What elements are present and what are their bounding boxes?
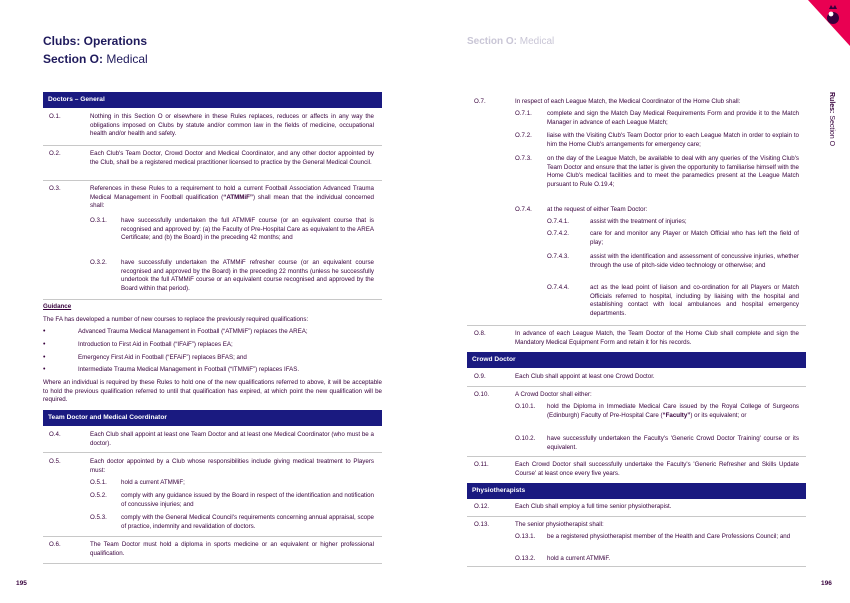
rule-number: O.7.4.2. [547, 230, 570, 237]
side-tab-rest: Section O [828, 113, 835, 147]
rule-text: comply with the General Medical Council's requirements concerning annual appraisal, scope of practice, indemnity and revalidation of doctors. [121, 514, 374, 530]
rule-text-part: ) shall mean that the individual concerned shall: [90, 193, 374, 210]
rule-text: have successfully undertaken the full ATMMiF course (or an equivalent course that is recognised and approved by: (a) the Faculty of Pre-Hospital Care as equivalent to the AREA Certificate; and (b) the Board) in the preceding 42 months; and [121, 217, 374, 242]
bullet-icon: • [43, 328, 46, 335]
guidance-bullet: Intermediate Trauma Medical Management in Football (“ITMMiF”) replaces IFAS. [78, 366, 300, 373]
rule-text: care for and monitor any Player or Match Official who has left the field of play; [590, 230, 799, 246]
rule-text: The senior physiotherapist shall: [515, 521, 604, 528]
rule-text: The Team Doctor must hold a diploma in sports medicine or an equivalent or higher professional qualification. [90, 541, 374, 557]
divider [467, 386, 806, 387]
divider [43, 563, 382, 564]
rule-number: O.5.2. [90, 492, 107, 499]
divider [467, 516, 806, 517]
section-title [43, 52, 148, 66]
bullet-icon: • [43, 341, 46, 348]
bullet-icon: • [43, 354, 46, 361]
divider [467, 325, 806, 326]
rule-text: assist with the identification and assessment of concussive injuries, whether through the use of pitch-side video technology or otherwise; and [590, 253, 799, 269]
rule-text: Each Club shall employ a full time senior physiotherapist. [515, 503, 672, 510]
ghost-title-bold: Section O: [467, 36, 518, 47]
rule-text: at the request of either Team Doctor: [547, 206, 648, 213]
rule-text: be a registered physiotherapist member of the Health and Care Professions Council; and [547, 533, 791, 540]
section-title-rest: Medical [103, 52, 148, 66]
premier-league-logo [800, 0, 850, 46]
rule-number: O.5.1. [90, 479, 107, 486]
rule-text: In respect of each League Match, the Medical Coordinator of the Home Club shall: [515, 98, 741, 105]
rule-number: O.10.1. [515, 403, 536, 410]
rule-number: O.4. [49, 431, 61, 438]
divider [467, 566, 806, 567]
rule-number: O.7. [474, 98, 486, 105]
rule-number: O.7.4.4. [547, 284, 570, 291]
divider [43, 452, 382, 453]
rule-number: O.9. [474, 373, 486, 380]
rule-text: complete and sign the Match Day Medical Requirements Form and provide it to the Match Manager in advance of each League Match; [547, 110, 799, 126]
rule-text: A Crowd Doctor shall either: [515, 391, 592, 398]
page-number-left: 195 [16, 580, 27, 587]
rule-text-part: References in these Rules to a requirement to hold a current Football Association Advanced Trauma Medical Management in Football qualification ( [90, 185, 374, 201]
rule-number: O.3. [49, 185, 61, 192]
defined-term: “ATMMiF” [223, 193, 254, 201]
rule-text: act as the lead point of liaison and co-ordination for all Players or Match Officials referred to hospital, including by liaising with the hospital and establishing contact with local ambulances and hospital emergency departments. [590, 284, 799, 317]
guidance-bullet: Introduction to First Aid in Football (“IFAiF”) replaces EA; [78, 341, 233, 348]
divider [43, 536, 382, 537]
divider [467, 456, 806, 457]
rule-number: O.10. [474, 391, 490, 398]
rule-number: O.7.4.3. [547, 253, 570, 260]
guidance-heading: Guidance [43, 303, 72, 310]
defined-term: “Faculty” [662, 411, 691, 419]
guidance-bullet: Emergency First Aid in Football (“EFAiF”) replaces BFAS; and [78, 354, 247, 361]
rule-text: Each Club shall appoint at least one Team Doctor and at least one Medical Coordinator (who must be a doctor). [90, 431, 374, 447]
rule-number: O.7.4. [515, 206, 532, 213]
rule-number: O.13.2. [515, 555, 536, 562]
rule-number: O.7.3. [515, 155, 532, 162]
rule-number: O.3.2. [90, 259, 107, 266]
rule-number: O.12. [474, 503, 490, 510]
bar-crowd-doctor: Crowd Doctor [467, 352, 806, 368]
rule-text: on the day of the League Match, be available to deal with any queries of the Visiting Club's Team Doctor and ensure that the latter is given the opportunity to familiarise himself with the Home Club's medical facilities and to meet the paramedics present at the League Match pursuant to Rule O.19.4; [547, 155, 799, 188]
rule-text: assist with the treatment of injuries; [590, 218, 687, 225]
rule-text: have successfully undertaken the Faculty's 'Generic Crowd Doctor Training' course or its equivalent. [547, 435, 799, 451]
rule-number: O.5. [49, 458, 61, 465]
rule-text-part: ) or its equivalent; or [690, 411, 747, 419]
rule-text [547, 403, 799, 420]
document-title: Clubs: Operations [43, 34, 148, 48]
rule-text: Each Crowd Doctor shall successfully undertake the Faculty's 'Generic Refresher and Skills Update Course' at least once every five years. [515, 461, 799, 477]
rule-number: O.3.1. [90, 217, 107, 224]
rule-text: hold a current ATMMiF; [121, 479, 185, 486]
page-number-right: 196 [821, 580, 832, 587]
rule-text: liaise with the Visiting Club's Team Doctor prior to each League Match in order to explain to him the Home Club's arrangements for emergency care; [547, 132, 799, 148]
section-title-bold: Section O: [43, 52, 104, 66]
rule-number: O.7.2. [515, 132, 532, 139]
side-tab-bold: Rules: [828, 92, 835, 114]
rule-text: comply with any guidance issued by the Board in respect of the identification and notification of concussive injuries; and [121, 492, 374, 508]
divider [43, 299, 382, 300]
rule-number: O.7.4.1. [547, 218, 570, 225]
rule-number: O.13.1. [515, 533, 536, 540]
rule-number: O.11. [474, 461, 489, 468]
ghost-section-title [467, 36, 554, 47]
bar-physiotherapists: Physiotherapists [467, 483, 806, 499]
rule-text [90, 185, 374, 211]
bullet-icon: • [43, 366, 46, 373]
rule-text: Nothing in this Section O or elsewhere in these Rules replaces, reduces or affects in any way the obligations imposed on Clubs by statute and/or common law in the fields of medicine, occupational health and/or health and safety. [90, 113, 374, 138]
divider [43, 180, 382, 181]
rule-number: O.6. [49, 541, 61, 548]
rule-number: O.13. [474, 521, 490, 528]
rule-number: O.8. [474, 330, 486, 337]
divider [43, 145, 382, 146]
rule-number: O.2. [49, 150, 61, 157]
rule-text: hold a current ATMMiF. [547, 555, 611, 562]
guidance-intro: The FA has developed a number of new courses to replace the previously required qualifications: [43, 316, 309, 323]
guidance-bullet: Advanced Trauma Medical Management in Football (“ATMMiF”) replaces the AREA; [78, 328, 308, 335]
rule-number: O.5.3. [90, 514, 107, 521]
rule-text-part: hold the Diploma in Immediate Medical Care issued by the Royal College of Surgeons (Edinburgh) Faculty of Pre-Hospital Care ( [547, 403, 799, 419]
rule-number: O.7.1. [515, 110, 532, 117]
rule-text: Each Club's Team Doctor, Crowd Doctor and Medical Coordinator, and any other doctor appointed by the Club, shall be a registered medical practitioner licensed to practice by the General Medical Council. [90, 150, 374, 166]
bar-team-doctor: Team Doctor and Medical Coordinator [43, 410, 382, 426]
bar-doctors-general: Doctors – General [43, 92, 382, 108]
rule-text: In advance of each League Match, the Team Doctor of the Home Club shall complete and sign the Mandatory Medical Equipment Form and retain it for his records. [515, 330, 799, 346]
side-section-tab [828, 92, 835, 146]
rule-text: Each Club shall appoint at least one Crowd Doctor. [515, 373, 655, 380]
guidance-outro: Where an individual is required by these Rules to hold one of the new qualifications referred to above, it will be acceptable to hold the previous qualification referred to until that qualification has expired, at which point the new qualification will be required. [43, 379, 382, 404]
rule-number: O.10.2. [515, 435, 536, 442]
ghost-title-rest: Medical [517, 36, 555, 47]
rule-text: have successfully undertaken the ATMMiF refresher course (or an equivalent course recognised and approved by the Board) in the preceding 22 months (unless he successfully undertook the full ATMMiF course or an equivalent course recognised and approved by the Board within that period). [121, 259, 374, 292]
rule-text: Each doctor appointed by a Club whose responsibilities include giving medical treatment to Players must: [90, 458, 374, 474]
rule-number: O.1. [49, 113, 61, 120]
